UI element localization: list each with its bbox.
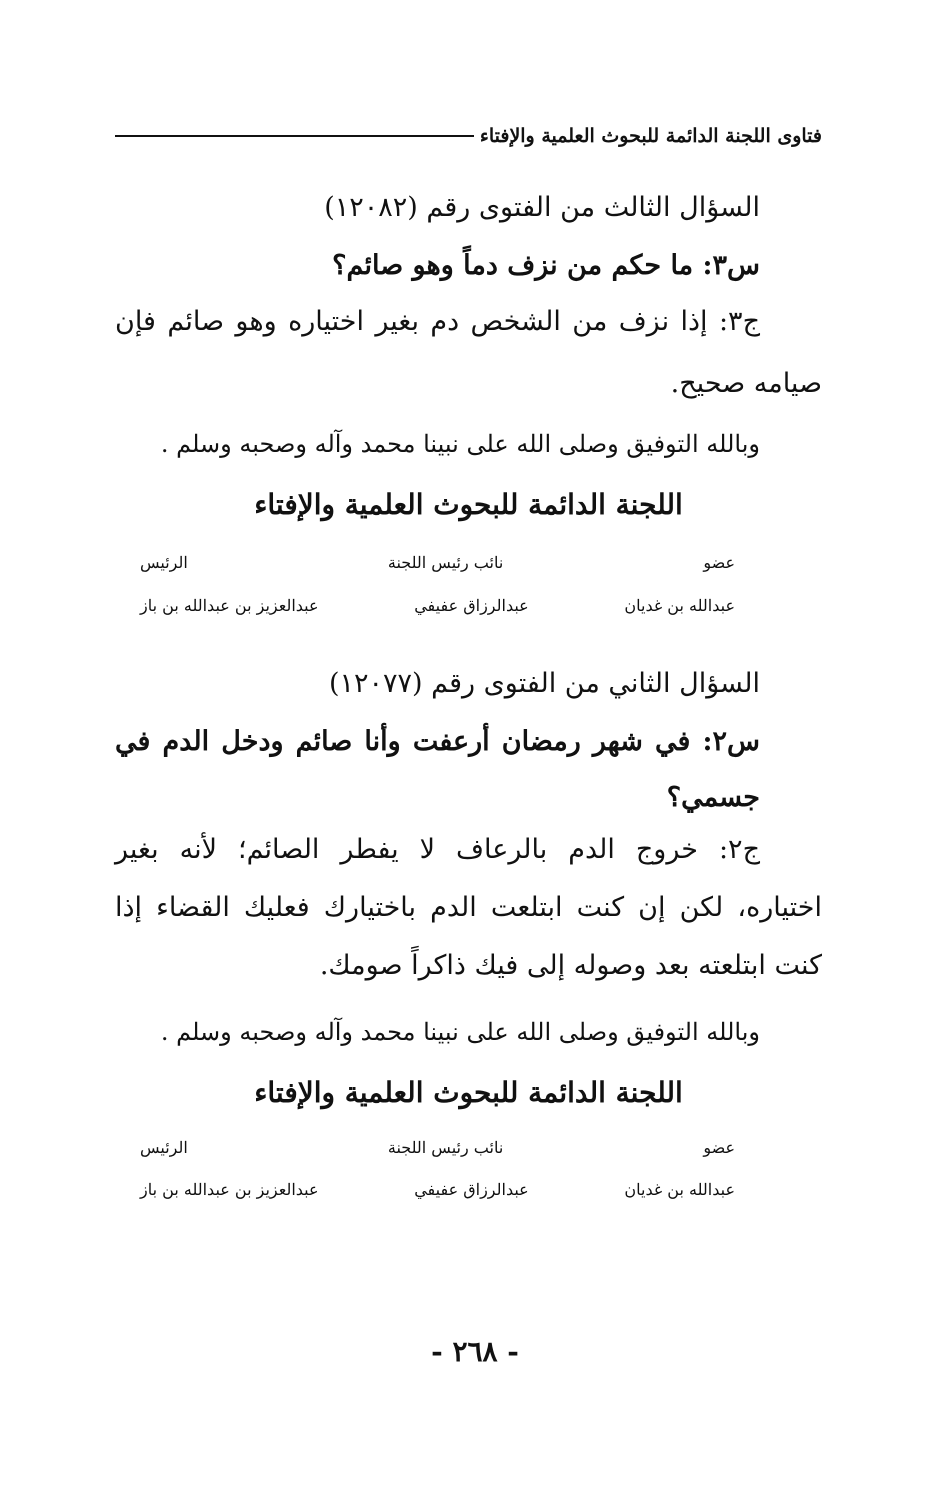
signature-role-member: عضو [703, 1138, 735, 1157]
fatwa1-question: س٣: ما حكم من نزف دماً وهو صائم؟ [332, 250, 760, 281]
fatwa2-committee: اللجنة الدائمة للبحوث العلمية والإفتاء [254, 1076, 683, 1109]
fatwa2-question-line-2: جسمي؟ [666, 782, 760, 813]
fatwa1-heading: السؤال الثالث من الفتوى رقم (١٢٠٨٢) [324, 192, 760, 223]
fatwa1-committee: اللجنة الدائمة للبحوث العلمية والإفتاء [254, 488, 683, 521]
fatwa1-signature-names [140, 596, 735, 615]
fatwa1-signature-roles [140, 553, 735, 572]
fatwa2-question-line-1: س٢: في شهر رمضان أرعفت وأنا صائم ودخل الدم في [115, 726, 760, 757]
signature-name-chairman: عبدالعزيز بن عبدالله بن باز [140, 596, 319, 615]
fatwa2-closing: وبالله التوفيق وصلى الله على نبينا محمد وآله وصحبه وسلم . [160, 1018, 760, 1046]
signature-role-member: عضو [703, 553, 735, 572]
signature-name-vice-chairman: عبدالرزاق عفيفي [414, 1180, 529, 1199]
signature-name-chairman: عبدالعزيز بن عبدالله بن باز [140, 1180, 319, 1199]
fatwa2-signature-names [140, 1180, 735, 1199]
fatwa2-answer-line-2: اختياره، لكن إن كنت ابتلعت الدم باختيارك فعليك القضاء إذا [115, 892, 822, 923]
fatwa1-closing: وبالله التوفيق وصلى الله على نبينا محمد وآله وصحبه وسلم . [160, 430, 760, 458]
signature-role-vice-chairman: نائب رئيس اللجنة [387, 1138, 504, 1157]
fatwa2-answer-line-1: ج٢: خروج الدم بالرعاف لا يفطر الصائم؛ لأنه بغير [115, 834, 760, 865]
signature-role-chairman: الرئيس [140, 1138, 188, 1157]
page-number: - ٢٦٨ - [431, 1335, 519, 1368]
signature-role-chairman: الرئيس [140, 553, 188, 572]
fatwa2-signature-roles [140, 1138, 735, 1157]
running-header-title: فتاوى اللجنة الدائمة للبحوث العلمية والإفتاء [479, 125, 822, 147]
running-header [115, 118, 822, 154]
signature-role-vice-chairman: نائب رئيس اللجنة [387, 553, 504, 572]
signature-name-member: عبدالله بن غديان [624, 596, 735, 615]
fatwa1-answer-line-2: صيامه صحيح. [670, 368, 822, 399]
fatwa1-answer-line-1: ج٣: إذا نزف من الشخص دم بغير اختياره وهو صائم فإن [115, 306, 760, 337]
signature-name-vice-chairman: عبدالرزاق عفيفي [414, 596, 529, 615]
header-rule [115, 135, 474, 137]
signature-name-member: عبدالله بن غديان [624, 1180, 735, 1199]
fatwa2-heading: السؤال الثاني من الفتوى رقم (١٢٠٧٧) [328, 668, 760, 699]
fatwa2-answer-line-3: كنت ابتلعته بعد وصوله إلى فيك ذاكراً صومك. [319, 950, 822, 981]
